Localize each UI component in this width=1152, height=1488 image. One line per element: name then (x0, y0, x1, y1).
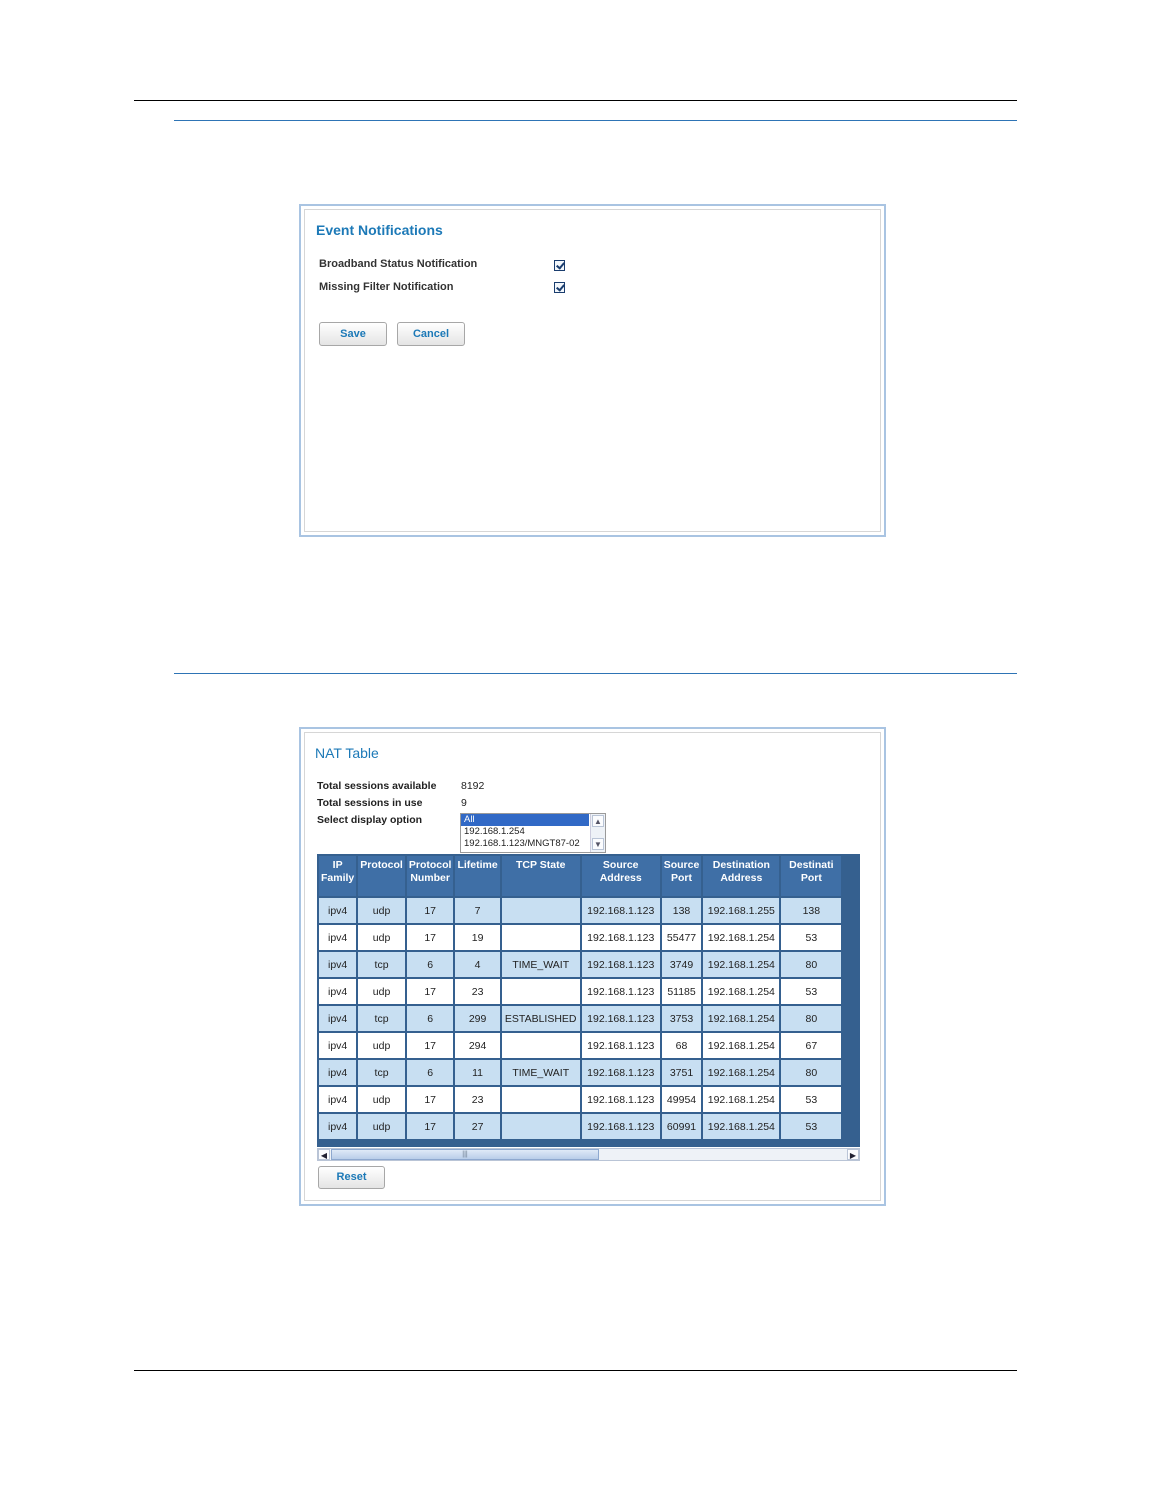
cell-source-port: 49954 (662, 1087, 702, 1112)
reset-button[interactable]: Reset (318, 1166, 385, 1189)
column-header-source-port: Source Port (662, 856, 702, 896)
total-sessions-available-value: 8192 (461, 780, 485, 792)
cell-tcp-state (502, 925, 580, 950)
cell-lifetime: 299 (455, 1006, 499, 1031)
cell-lifetime: 23 (455, 979, 499, 1004)
cell-ip-family: ipv4 (319, 925, 356, 950)
display-option-host[interactable]: 192.168.1.123/MNGT87-02 (464, 838, 580, 849)
cell-protocol-number: 17 (407, 1033, 454, 1058)
table-row (319, 979, 841, 1004)
cell-destination-address: 192.168.1.254 (703, 925, 779, 950)
total-sessions-available-label: Total sessions available (317, 780, 437, 792)
table-row (319, 925, 841, 950)
cell-protocol: udp (358, 898, 405, 923)
cell-source-address: 192.168.1.123 (582, 1087, 660, 1112)
cell-destination-port: 53 (781, 979, 841, 1004)
cell-source-address: 192.168.1.123 (582, 952, 660, 977)
cell-protocol: tcp (358, 952, 405, 977)
cell-lifetime: 27 (455, 1114, 499, 1139)
cell-protocol: tcp (358, 1006, 405, 1031)
cell-protocol-number: 17 (407, 979, 454, 1004)
section-rule-1 (174, 120, 1017, 121)
cell-protocol-number: 17 (407, 1087, 454, 1112)
cell-protocol-number: 6 (407, 1060, 454, 1085)
cell-protocol: udp (358, 1033, 405, 1058)
cell-lifetime: 19 (455, 925, 499, 950)
cell-source-address: 192.168.1.123 (582, 925, 660, 950)
cell-source-port: 3753 (662, 1006, 702, 1031)
cell-source-address: 192.168.1.123 (582, 1006, 660, 1031)
cell-lifetime: 294 (455, 1033, 499, 1058)
cell-tcp-state (502, 1087, 580, 1112)
page-header-rule (134, 100, 1017, 101)
cell-lifetime: 23 (455, 1087, 499, 1112)
cell-ip-family: ipv4 (319, 1114, 356, 1139)
event-notifications-panel (299, 204, 886, 537)
column-header-source-address: Source Address (582, 856, 660, 896)
cell-protocol-number: 17 (407, 898, 454, 923)
cell-ip-family: ipv4 (319, 952, 356, 977)
cell-ip-family: ipv4 (319, 1087, 356, 1112)
listbox-scrollbar[interactable] (590, 814, 605, 852)
table-row (319, 1114, 841, 1139)
cell-destination-address: 192.168.1.254 (703, 979, 779, 1004)
nat-table (317, 854, 843, 1141)
cell-source-address: 192.168.1.123 (582, 979, 660, 1004)
cell-tcp-state (502, 1114, 580, 1139)
cell-source-port: 68 (662, 1033, 702, 1058)
cell-tcp-state (502, 979, 580, 1004)
cell-source-address: 192.168.1.123 (582, 898, 660, 923)
event-notifications-title: Event Notifications (316, 222, 443, 238)
cell-ip-family: ipv4 (319, 979, 356, 1004)
cell-destination-port: 80 (781, 952, 841, 977)
display-option-listbox[interactable] (460, 813, 606, 853)
cell-destination-port: 80 (781, 1060, 841, 1085)
scroll-down-icon[interactable]: ▼ (592, 838, 604, 850)
broadband-status-checkbox[interactable] (554, 260, 565, 271)
column-header-destination-port: Destinati Port (781, 856, 841, 896)
table-row (319, 1006, 841, 1031)
cell-protocol: udp (358, 1114, 405, 1139)
cell-tcp-state: TIME_WAIT (502, 1060, 580, 1085)
table-header-row (319, 856, 841, 896)
cell-protocol: tcp (358, 1060, 405, 1085)
scroll-left-icon[interactable]: ◀ (318, 1149, 330, 1160)
cell-destination-port: 80 (781, 1006, 841, 1031)
cell-source-port: 3751 (662, 1060, 702, 1085)
nat-table-title: NAT Table (315, 745, 379, 761)
cell-destination-port: 138 (781, 898, 841, 923)
cell-destination-address: 192.168.1.254 (703, 1006, 779, 1031)
cancel-button[interactable]: Cancel (397, 322, 465, 346)
cell-destination-address: 192.168.1.255 (703, 898, 779, 923)
table-horizontal-scrollbar[interactable] (317, 1148, 860, 1161)
column-header-ip-family: IP Family (319, 856, 356, 896)
table-row (319, 898, 841, 923)
cell-destination-address: 192.168.1.254 (703, 1060, 779, 1085)
missing-filter-checkbox[interactable] (554, 282, 565, 293)
cell-tcp-state (502, 898, 580, 923)
cell-ip-family: ipv4 (319, 1006, 356, 1031)
cell-protocol-number: 17 (407, 1114, 454, 1139)
cell-lifetime: 11 (455, 1060, 499, 1085)
cell-destination-port: 53 (781, 1087, 841, 1112)
nat-table-panel (299, 727, 886, 1206)
cell-source-port: 51185 (662, 979, 702, 1004)
broadband-status-label: Broadband Status Notification (319, 258, 478, 270)
cell-tcp-state: ESTABLISHED (502, 1006, 580, 1031)
table-row (319, 1060, 841, 1085)
cell-protocol: udp (358, 925, 405, 950)
section-rule-2 (174, 673, 1017, 674)
missing-filter-label: Missing Filter Notification (319, 281, 454, 293)
display-option-all[interactable]: All (461, 814, 589, 826)
cell-protocol-number: 6 (407, 1006, 454, 1031)
cell-destination-port: 53 (781, 925, 841, 950)
cell-lifetime: 7 (455, 898, 499, 923)
total-sessions-in-use-label: Total sessions in use (317, 797, 423, 809)
cell-destination-address: 192.168.1.254 (703, 1033, 779, 1058)
cell-ip-family: ipv4 (319, 1033, 356, 1058)
scroll-up-icon[interactable]: ▲ (592, 815, 604, 827)
cell-protocol: udp (358, 1087, 405, 1112)
cell-protocol-number: 6 (407, 952, 454, 977)
cell-ip-family: ipv4 (319, 1060, 356, 1085)
cell-tcp-state: TIME_WAIT (502, 952, 580, 977)
column-header-tcp-state: TCP State (502, 856, 580, 896)
cell-destination-address: 192.168.1.254 (703, 1087, 779, 1112)
cell-source-address: 192.168.1.123 (582, 1114, 660, 1139)
column-header-destination-address: Destination Address (703, 856, 779, 896)
cell-destination-port: 53 (781, 1114, 841, 1139)
cell-source-address: 192.168.1.123 (582, 1033, 660, 1058)
cell-source-port: 3749 (662, 952, 702, 977)
column-header-protocol: Protocol (358, 856, 405, 896)
cell-destination-port: 67 (781, 1033, 841, 1058)
cell-source-address: 192.168.1.123 (582, 1060, 660, 1085)
cell-protocol-number: 17 (407, 925, 454, 950)
scrollbar-thumb[interactable]: ||| (331, 1149, 599, 1160)
table-row (319, 1087, 841, 1112)
cell-source-port: 60991 (662, 1114, 702, 1139)
page-footer-rule (134, 1370, 1017, 1371)
cell-ip-family: ipv4 (319, 898, 356, 923)
display-option-label: Select display option (317, 814, 423, 826)
nat-table-viewport (317, 854, 860, 1147)
table-row (319, 952, 841, 977)
table-row (319, 1033, 841, 1058)
column-header-lifetime: Lifetime (455, 856, 499, 896)
cell-destination-address: 192.168.1.254 (703, 952, 779, 977)
cell-lifetime: 4 (455, 952, 499, 977)
cell-protocol: udp (358, 979, 405, 1004)
cell-source-port: 55477 (662, 925, 702, 950)
cell-source-port: 138 (662, 898, 702, 923)
column-header-protocol-number: Protocol Number (407, 856, 454, 896)
cell-tcp-state (502, 1033, 580, 1058)
scroll-right-icon[interactable]: ▶ (847, 1149, 859, 1160)
total-sessions-in-use-value: 9 (461, 797, 467, 809)
cell-destination-address: 192.168.1.254 (703, 1114, 779, 1139)
save-button[interactable]: Save (319, 322, 387, 346)
display-option-gateway[interactable]: 192.168.1.254 (464, 826, 525, 837)
